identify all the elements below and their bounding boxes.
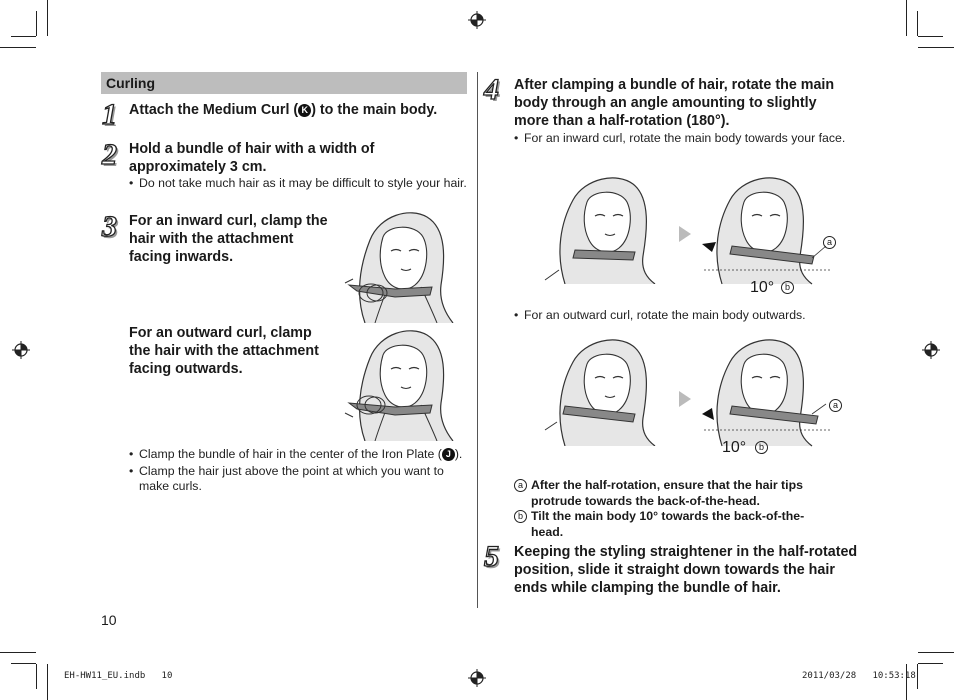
label-a: a xyxy=(823,236,836,249)
legend-a: a After the half-rotation, ensure that the hair tips protrude towards the back-of-the-head. xyxy=(514,477,844,509)
attachment-k-icon: K xyxy=(298,104,311,117)
step-number: 2 xyxy=(102,138,117,171)
label-a: a xyxy=(829,399,842,412)
registration-mark-icon xyxy=(922,341,940,359)
step-5-heading: Keeping the styling straightener in the half-rotated position, slide it straight down towards the hair ends while clamping the bundle of hair. xyxy=(514,544,858,596)
arrow-right-icon xyxy=(679,391,691,407)
label-b: b xyxy=(755,441,768,454)
arrow-right-icon xyxy=(679,226,691,242)
step-number: 5 xyxy=(484,540,499,573)
step-3-notes: • Clamp the bundle of hair in the center of the Iron Plate ( J ). • Clamp the hair just above the point at which you want to make curls. xyxy=(129,447,463,493)
footer-file-info: EH-HW11_EU.indb 10 xyxy=(64,671,173,681)
footer-timestamp: 2011/03/28 10:53:18 xyxy=(802,671,916,681)
outward-curl-illustration xyxy=(335,323,461,441)
inward-after-illustration xyxy=(700,172,850,298)
step-4-note-inward: • For an inward curl, rotate the main body towards your face. xyxy=(514,131,846,145)
step-2-heading: Hold a bundle of hair with a width of approximately 3 cm. xyxy=(129,141,375,175)
step-1-heading: Attach the Medium Curl ( K ) to the main body. xyxy=(129,102,438,118)
registration-mark-icon xyxy=(468,11,486,29)
step-3-outward-heading: For an outward curl, clamp the hair with the attachment facing outwards. xyxy=(129,325,319,377)
inward-curl-illustration xyxy=(335,205,461,323)
inward-before-illustration xyxy=(543,172,663,284)
registration-mark-icon xyxy=(12,341,30,359)
column-divider xyxy=(477,72,478,608)
angle-label: 10° xyxy=(750,279,775,296)
step-4-heading: After clamping a bundle of hair, rotate the main body through an angle amounting to slightly more than a half-rotation (180°). xyxy=(514,77,835,129)
step-number: 3 xyxy=(102,210,117,243)
step-4-note-outward: • For an outward curl, rotate the main body outwards. xyxy=(514,308,806,322)
step-number: 1 xyxy=(102,98,117,131)
section-title: Curling xyxy=(101,72,467,94)
step-3-inward-heading: For an inward curl, clamp the hair with the attachment facing inwards. xyxy=(129,213,328,265)
registration-mark-icon xyxy=(468,669,486,687)
label-b: b xyxy=(781,281,794,294)
legend-b: b Tilt the main body 10° towards the back-of-the-head. xyxy=(514,508,834,540)
page-number: 10 xyxy=(101,612,117,628)
step-2-note: • Do not take much hair as it may be difficult to style your hair. xyxy=(129,176,467,190)
iron-plate-j-icon: J xyxy=(442,448,455,461)
angle-label: 10° xyxy=(722,439,747,456)
outward-before-illustration xyxy=(543,334,663,446)
step-number: 4 xyxy=(484,73,499,106)
